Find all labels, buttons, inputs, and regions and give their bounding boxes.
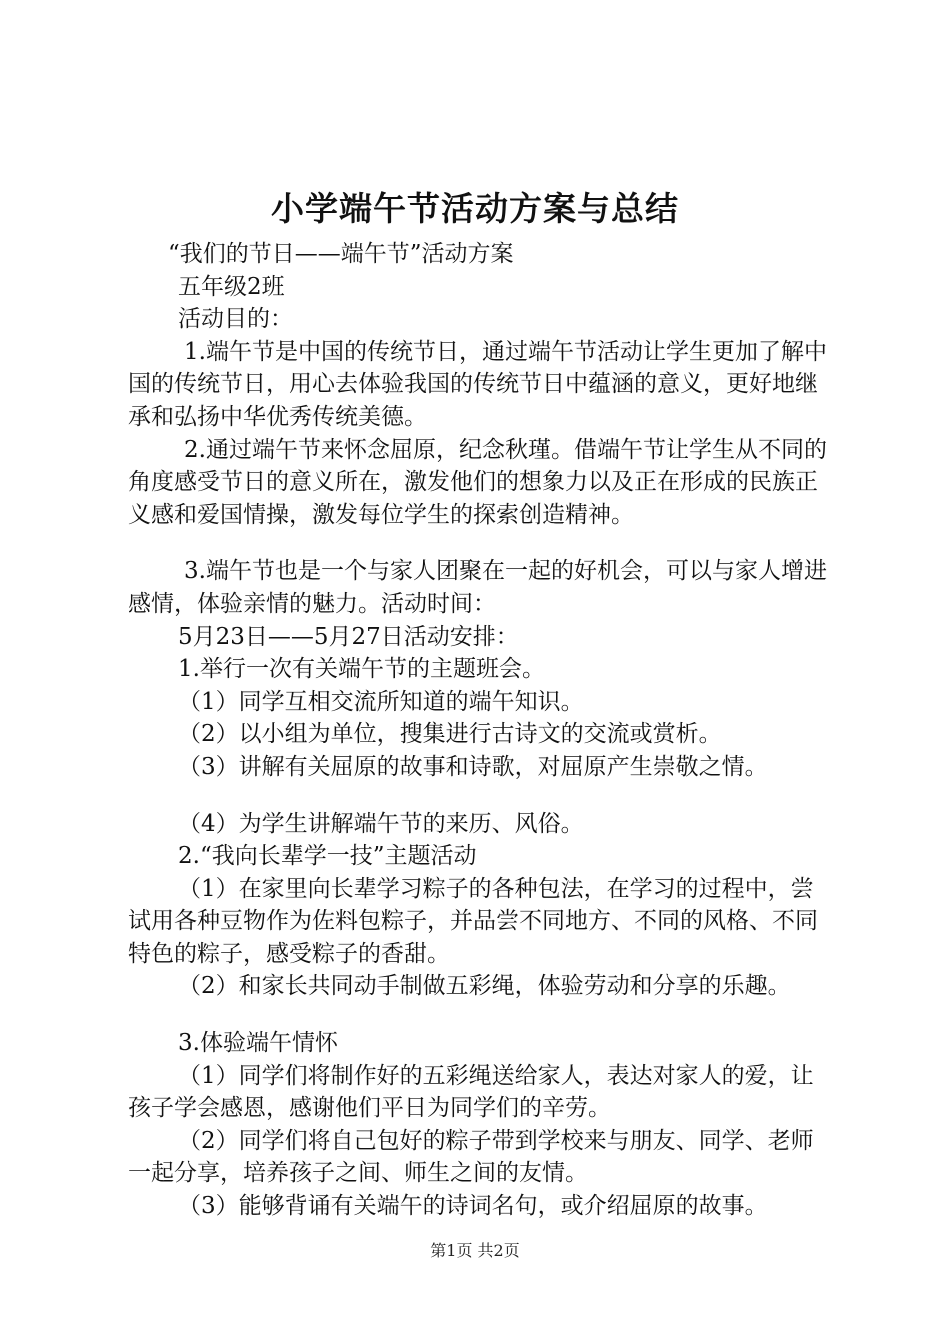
class-name: 五年级2班 xyxy=(178,273,285,300)
purpose-item-1: 1.端午节是中国的传统节日，通过端午节活动让学生更加了解中国的传统节日，用心去体验我国的传统节日中蕴涵的意义，更好地继承和弘扬中华优秀传统美德。 xyxy=(128,338,827,430)
document-body xyxy=(128,238,836,1223)
spacer xyxy=(128,784,836,808)
purpose-item-2: 2.通过端午节来怀念屈原，纪念秋瑾。借端午节让学生从不同的角度感受节日的意义所在，激发他们的想象力以及正在形成的民族正义感和爱国情操，激发每位学生的探索创造精神。 xyxy=(128,436,827,528)
page-footer: 第1页 共2页 xyxy=(430,1241,520,1260)
activity-2-heading: 2.“我向长辈学一技”主题活动 xyxy=(178,843,477,870)
activity-3-item-3: （3）能够背诵有关端午的诗词名句，或介绍屈原的故事。 xyxy=(178,1193,768,1220)
activity-3-item-2: （2）同学们将自己包好的粽子带到学校来与朋友、同学、老师一起分享，培养孩子之间、师生之间的友情。 xyxy=(128,1127,814,1187)
document-title: 小学端午节活动方案与总结 xyxy=(271,189,679,228)
activity-1-item-3: （3）讲解有关屈原的故事和诗歌，对屈原产生崇敬之情。 xyxy=(178,753,768,780)
spacer xyxy=(128,531,836,555)
activity-2-item-2: （2）和家长共同动手制做五彩绳，体验劳动和分享的乐趣。 xyxy=(178,973,791,1000)
plan-heading: “我们的节日——端午节”活动方案 xyxy=(168,241,514,267)
purpose-item-3: 3.端午节也是一个与家人团聚在一起的好机会，可以与家人增进感情，体验亲情的魅力。活动时间： xyxy=(128,558,827,617)
activity-1-item-1: （1）同学互相交流所知道的端午知识。 xyxy=(178,688,584,715)
spacer xyxy=(128,1003,836,1027)
activity-1-item-4: （4）为学生讲解端午节的来历、风俗。 xyxy=(178,810,584,837)
activity-1-item-2: （2）以小组为单位，搜集进行古诗文的交流或赏析。 xyxy=(178,721,722,748)
schedule-line: 5月23日——5月27日活动安排： xyxy=(178,623,519,650)
activity-3-item-1: （1）同学们将制作好的五彩绳送给家人，表达对家人的爱，让孩子学会感恩，感谢他们平日为同学们的辛劳。 xyxy=(128,1062,814,1122)
activity-3-heading: 3.体验端午情怀 xyxy=(178,1030,338,1057)
activity-1-heading: 1.举行一次有关端午节的主题班会。 xyxy=(178,656,545,683)
activity-2-item-1: （1）在家里向长辈学习粽子的各种包法，在学习的过程中，尝试用各种豆物作为佐料包粽子，并品尝不同地方、不同的风格、不同特色的粽子，感受粽子的香甜。 xyxy=(128,875,818,967)
section-purpose: 活动目的： xyxy=(178,306,293,333)
